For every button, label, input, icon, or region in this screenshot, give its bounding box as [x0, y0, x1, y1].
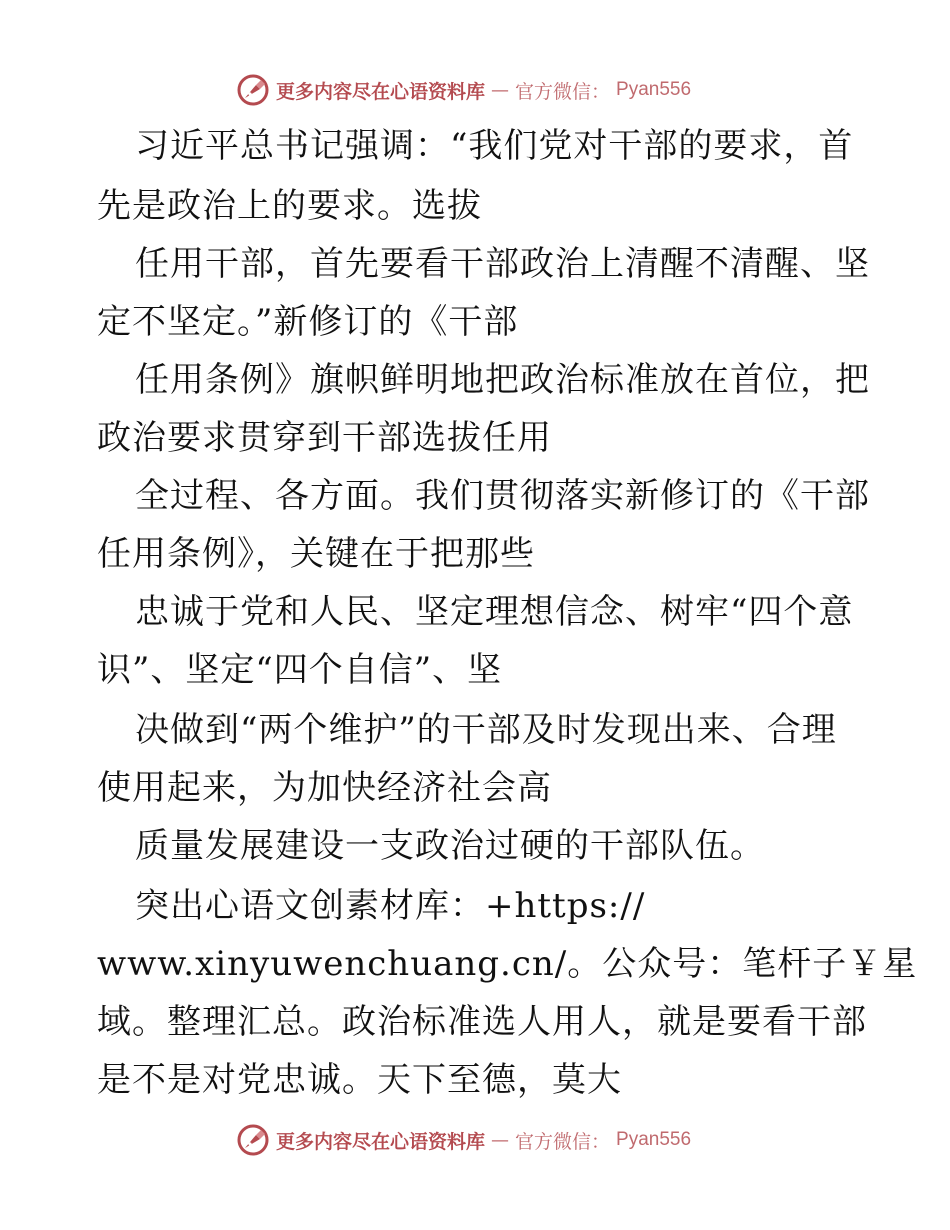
banner-wechat-id: Pyan556 — [616, 79, 692, 100]
banner-wechat-label: 官方微信： — [515, 80, 611, 103]
header-banner — [236, 72, 716, 108]
banner-wechat-label: 官方微信： — [515, 1130, 611, 1153]
body-line: www.xinyuwenchuang.cn/。公众号：笔杆子￥星 — [97, 944, 918, 984]
body-line: 忠诚于党和人民、坚定理想信念、树牢“四个意 — [135, 592, 854, 632]
pen-nib-logo-icon — [236, 1123, 270, 1157]
body-line: 习近平总书记强调：“我们党对干部的要求，首 — [135, 126, 854, 166]
banner-separator: — — [491, 79, 510, 101]
banner-main-text: 更多内容尽在心语资料库 — [276, 1130, 486, 1153]
body-line: 政治要求贯穿到干部选拔任用 — [97, 418, 552, 458]
pen-nib-logo-icon — [236, 73, 270, 107]
body-line: 突出心语文创素材库：+https:// — [135, 886, 646, 926]
body-line: 使用起来，为加快经济社会高 — [97, 768, 552, 808]
body-line: 任用干部，首先要看干部政治上清醒不清醒、坚 — [135, 244, 870, 284]
body-line: 域。整理汇总。政治标准选人用人，就是要看干部 — [97, 1002, 867, 1042]
body-line: 全过程、各方面。我们贯彻落实新修订的《干部 — [135, 476, 870, 516]
banner-separator: — — [491, 1129, 510, 1151]
banner-wechat-id: Pyan556 — [616, 1129, 692, 1150]
body-line: 质量发展建设一支政治过硬的干部队伍。 — [135, 826, 765, 866]
body-line: 是不是对党忠诚。天下至德，莫大 — [97, 1060, 622, 1100]
body-line: 决做到“两个维护”的干部及时发现出来、合理 — [135, 710, 837, 750]
body-line: 任用条例》，关键在于把那些 — [97, 534, 535, 574]
footer-banner — [236, 1122, 716, 1158]
banner-main-text: 更多内容尽在心语资料库 — [276, 80, 486, 103]
body-line: 先是政治上的要求。选拔 — [97, 186, 482, 226]
body-line: 任用条例》旗帜鲜明地把政治标准放在首位，把 — [135, 360, 870, 400]
body-line: 识”、坚定“四个自信”、坚 — [97, 650, 503, 690]
body-line: 定不坚定。”新修订的《干部 — [97, 302, 519, 342]
